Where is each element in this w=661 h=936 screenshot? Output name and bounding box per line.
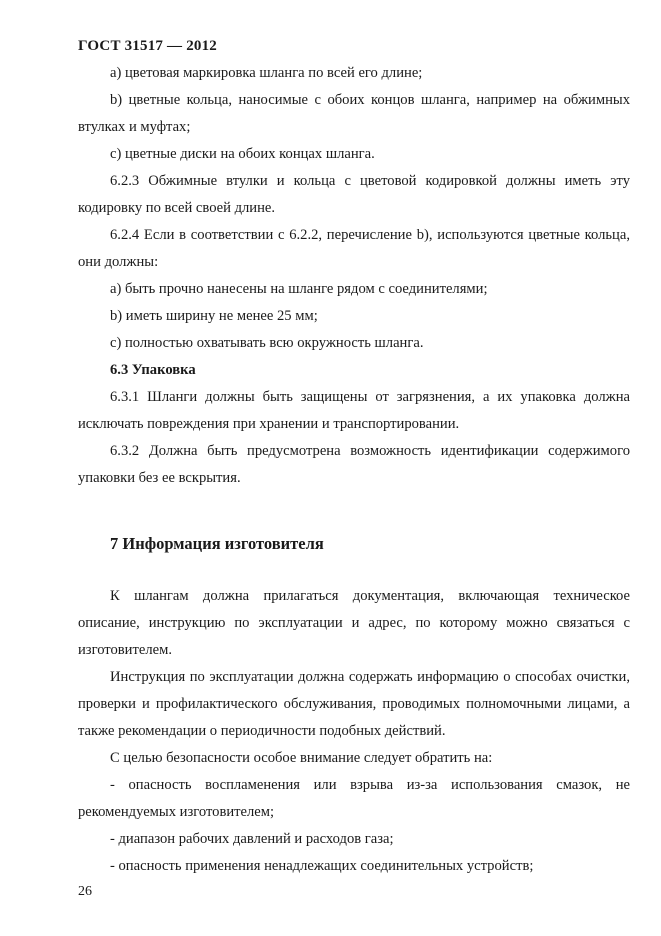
list-item-c: с) цветные диски на обоих концах шланга. [110,146,375,162]
page-number: 26 [78,884,92,899]
subsection-heading: 6.3 Упаковка [110,362,196,378]
list-item-dash: - опасность применения ненадлежащих соединительных устройств; [110,858,534,874]
list-item-dash: - опасность воспламенения или взрыва из-за использования смазок, не рекомендуемых изготовителем; [78,777,630,820]
document-header: ГОСТ 31517 — 2012 [78,38,218,54]
list-item-b: b) иметь ширину не менее 25 мм; [110,308,318,324]
document-body [78,60,630,880]
list-item-a: а) цветовая маркировка шланга по всей его длине; [110,65,423,81]
list-item-a: а) быть прочно нанесены на шланге рядом с соединителями; [110,281,488,297]
clause-6-2-3: 6.2.3 Обжимные втулки и кольца с цветовой кодировкой должны иметь эту кодировку по всей своей длине. [78,173,630,216]
clause-6-2-4: 6.2.4 Если в соответствии с 6.2.2, перечисление b), используются цветные кольца, они должны: [78,227,630,270]
list-item-b: b) цветные кольца, наносимые с обоих концов шланга, например на обжимных втулках и муфтах; [78,92,630,135]
paragraph: К шлангам должна прилагаться документация, включающая техническое описание, инструкцию по эксплуатации и адрес, по которому можно связаться с изготовителем. [78,588,630,658]
paragraph: С целью безопасности особое внимание следует обратить на: [110,750,493,766]
list-item-dash: - диапазон рабочих давлений и расходов газа; [110,831,394,847]
section-heading: 7 Информация изготовителя [110,534,324,553]
list-item-c: с) полностью охватывать всю окружность шланга. [110,335,424,351]
clause-6-3-2: 6.3.2 Должна быть предусмотрена возможность идентификации содержимого упаковки без ее вскрытия. [78,443,630,486]
clause-6-3-1: 6.3.1 Шланги должны быть защищены от загрязнения, а их упаковка должна исключать повреждения при хранении и транспортировании. [78,389,630,432]
paragraph: Инструкция по эксплуатации должна содержать информацию о способах очистки, проверки и профилактического обслуживания, проводимых полномочными лицами, а также рекомендации о периодичности подобных действий. [78,669,630,739]
